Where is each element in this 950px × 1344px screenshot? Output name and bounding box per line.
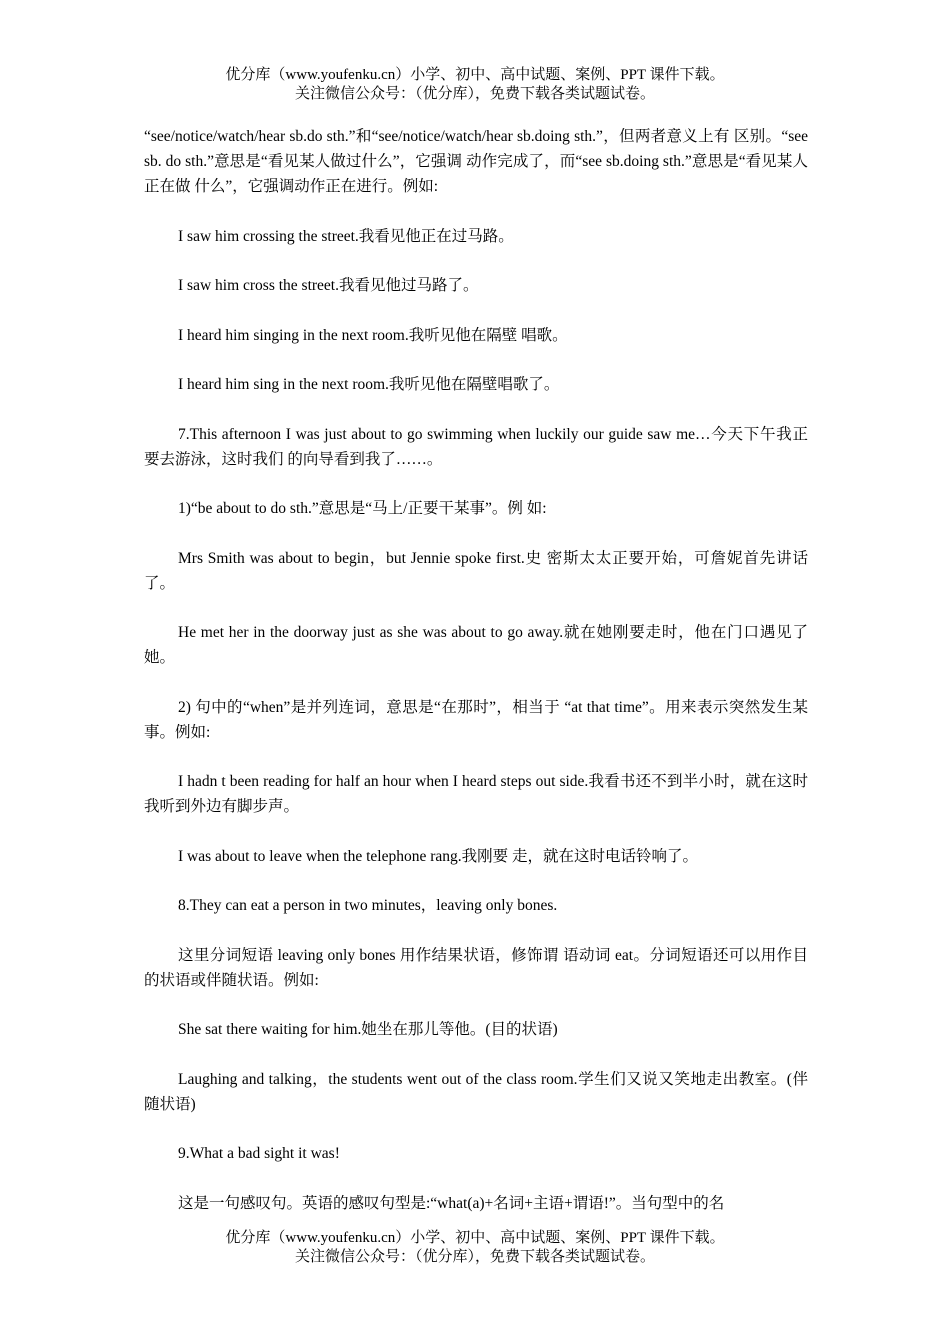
page-header — [0, 66, 950, 104]
paragraph: 这是一句感叹句。英语的感叹句型是:“what(a)+名词+主语+谓语!”。当句型中的名 — [178, 1194, 725, 1212]
paragraph: I heard him singing in the next room.我听见他在隔壁 唱歌。 — [178, 326, 568, 344]
page-footer — [0, 1229, 950, 1267]
paragraph: 9.What a bad sight it was! — [178, 1145, 340, 1162]
paragraph: Mrs Smith was about to begin，but Jennie spoke first.史 密斯太太正要开始，可詹妮首先讲话了。 — [144, 549, 808, 592]
paragraph: I hadn t been reading for half an hour when I heard steps out side.我看书还不到半小时，就在这时我听到外边有脚步声。 — [144, 773, 808, 815]
paragraph: She sat there waiting for him.她坐在那儿等他。(目的状语) — [178, 1021, 558, 1038]
paragraph: I saw him cross the street.我看见他过马路了。 — [178, 277, 479, 294]
footer-line-2: 关注微信公众号：（优分库），免费下载各类试题试卷。 — [294, 1249, 655, 1265]
header-line-2: 关注微信公众号：（优分库），免费下载各类试题试卷。 — [294, 86, 655, 102]
paragraph: 这里分词短语 leaving only bones 用作结果状语，修饰谓 语动词 eat。分词短语还可以用作目的状语或伴随状语。例如: — [144, 946, 808, 989]
document-body — [144, 124, 808, 1240]
paragraph: 7.This afternoon I was just about to go swimming when luckily our guide saw me…今天下午我正要去游泳，这时我们 的向导看到我了……。 — [144, 425, 808, 468]
paragraph: Laughing and talking，the students went out of the class room.学生们又说又笑地走出教室。(伴随状语) — [144, 1070, 808, 1113]
paragraph: 8.They can eat a person in two minutes，leaving only bones. — [178, 897, 558, 914]
paragraph: 1)“be about to do sth.”意思是“马上/正要干某事”。例 如: — [178, 500, 547, 517]
footer-line-1: 优分库（www.youfenku.cn）小学、初中、高中试题、案例、PPT 课件下载。 — [225, 1230, 725, 1246]
paragraph: I saw him crossing the street.我看见他正在过马路。 — [178, 227, 514, 245]
paragraph: 2) 句中的“when”是并列连词，意思是“在那时”，相当于 “at that time”。用来表示突然发生某事。例如: — [144, 698, 808, 741]
paragraph: “see/notice/watch/hear sb.do sth.”和“see/notice/watch/hear sb.doing sth.”，但两者意义上有 区别。“see sb. do sth.”意思是“看见某人做过什么”，它强调 动作完成了，而“see sb.doing sth.”意思是“看见某人正在做 什么”，它强调动作正在进行。例如: — [144, 128, 808, 195]
paragraph: I was about to leave when the telephone rang.我刚要 走，就在这时电话铃响了。 — [178, 847, 699, 865]
paragraph: I heard him sing in the next room.我听见他在隔壁唱歌了。 — [178, 376, 560, 393]
paragraph: He met her in the doorway just as she was about to go away.就在她刚要走时，他在门口遇见了她。 — [144, 624, 808, 666]
header-line-1: 优分库（www.youfenku.cn）小学、初中、高中试题、案例、PPT 课件下载。 — [225, 67, 725, 83]
